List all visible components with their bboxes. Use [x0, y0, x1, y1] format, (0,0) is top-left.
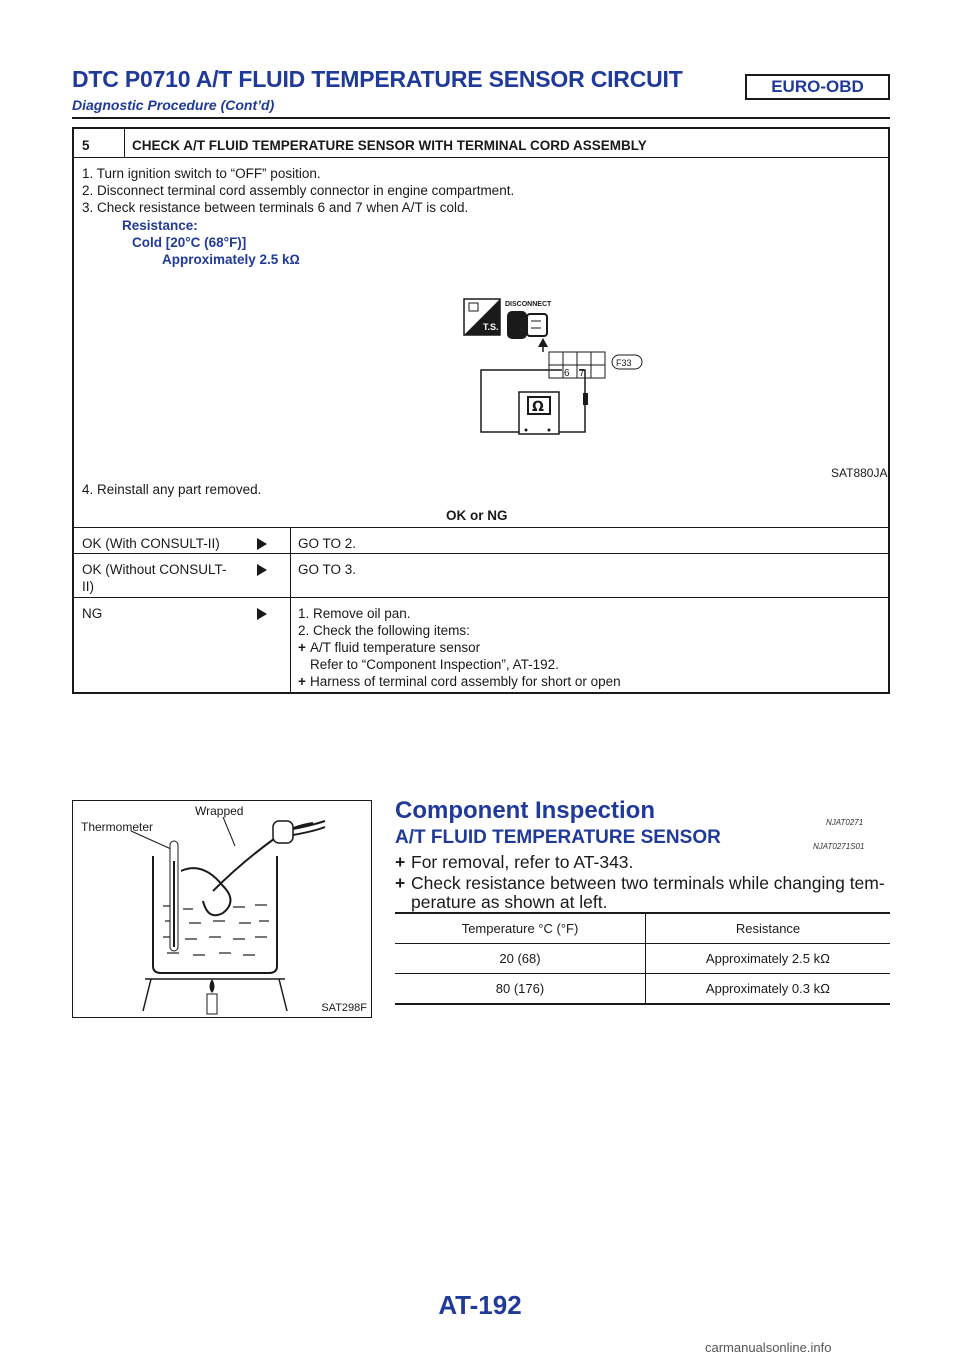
result-ok-no-consult-line1: OK (Without CONSULT- [82, 562, 227, 577]
resistance-spec-condition: Cold [20°C (68°F)] [132, 235, 247, 250]
result-arrow-icon [257, 538, 267, 550]
step-title: CHECK A/T FLUID TEMPERATURE SENSOR WITH TERMINAL CORD ASSEMBLY [132, 138, 647, 153]
thermometer-test-figure [72, 800, 372, 1018]
table-header-cell: Resistance [646, 913, 891, 944]
resistance-table [395, 912, 890, 1005]
header-rule [72, 117, 890, 119]
ng-bullet-icon: + [298, 640, 306, 655]
table-header-cell: Temperature °C (°F) [395, 913, 646, 944]
resistance-spec-label: Resistance: [122, 218, 198, 233]
section-reference-code: NJAT0271 [826, 818, 864, 827]
connector-check-diagram [399, 294, 632, 444]
section-title: Component Inspection [395, 797, 655, 824]
subsection-reference-code: NJAT0271S01 [813, 842, 865, 851]
table-row [395, 944, 890, 974]
instruction-2: 2. Disconnect terminal cord assembly connector in engine compartment. [82, 183, 515, 198]
inspection-bullet-1: For removal, refer to AT-343. [411, 852, 634, 872]
euro-obd-badge: EURO-OBD [745, 74, 890, 100]
table-cell: Approximately 0.3 kΩ [646, 974, 891, 1005]
ng-action-2: 2. Check the following items: [298, 623, 470, 638]
result-arrow-icon [257, 564, 267, 576]
instruction-1: 1. Turn ignition switch to “OFF” position. [82, 166, 321, 181]
step-number: 5 [82, 138, 90, 153]
resistance-spec-value: Approximately 2.5 kΩ [162, 252, 300, 267]
result-heading: OK or NG [446, 508, 508, 523]
watermark: carmanualsonline.info [705, 1340, 832, 1355]
inspection-bullet-2-cont: perature as shown at left. [411, 892, 608, 912]
table-cell: 20 (68) [395, 944, 646, 974]
table-cell: Approximately 2.5 kΩ [646, 944, 891, 974]
fluid-sensor-heating-diagram [73, 801, 371, 1017]
table-header-row [395, 913, 890, 944]
terminal-7-label: 7 [579, 368, 585, 379]
ng-action-3: A/T fluid temperature sensor [310, 640, 481, 655]
result-ng: NG [82, 606, 103, 621]
page-number: AT-192 [438, 1290, 522, 1320]
thermometer-label: Thermometer [81, 820, 154, 834]
connector-id-label: F33 [616, 358, 632, 368]
ng-action-4: Refer to “Component Inspection”, AT-192. [310, 657, 559, 672]
diagnostic-step-table [72, 127, 890, 694]
table-row [395, 974, 890, 1005]
terminal-6-label: 6 [564, 368, 570, 379]
action-go-to-2: GO TO 2. [298, 536, 357, 551]
result-ok-consult: OK (With CONSULT-II) [82, 536, 220, 551]
table-cell: 80 (176) [395, 974, 646, 1005]
figure-caption-sat298f: SAT298F [321, 1002, 367, 1014]
page-header-subtitle: Diagnostic Procedure (Cont’d) [72, 97, 275, 113]
bullet-icon: + [395, 852, 406, 872]
instruction-4: 4. Reinstall any part removed. [82, 482, 262, 497]
ng-bullet-icon: + [298, 674, 306, 689]
action-go-to-3: GO TO 3. [298, 562, 357, 577]
bullet-icon: + [395, 873, 406, 893]
disconnect-label: DISCONNECT [505, 301, 552, 308]
inspection-bullet-2: Check resistance between two terminals while changing tem- [411, 873, 885, 893]
ohm-meter-symbol: Ω [532, 399, 544, 415]
result-ok-no-consult-line2: II) [82, 579, 94, 594]
ts-label: T.S. [483, 322, 499, 332]
instruction-3: 3. Check resistance between terminals 6 and 7 when A/T is cold. [82, 200, 469, 215]
page-header-title: DTC P0710 A/T FLUID TEMPERATURE SENSOR CIRCUIT [72, 66, 683, 92]
ng-action-5: Harness of terminal cord assembly for short or open [310, 674, 621, 689]
figure-caption-sat880ja: SAT880JA [831, 466, 888, 480]
result-arrow-icon [257, 608, 267, 620]
wrapped-label: Wrapped [195, 804, 244, 818]
ng-action-1: 1. Remove oil pan. [298, 606, 411, 621]
subsection-title: A/T FLUID TEMPERATURE SENSOR [395, 827, 721, 848]
